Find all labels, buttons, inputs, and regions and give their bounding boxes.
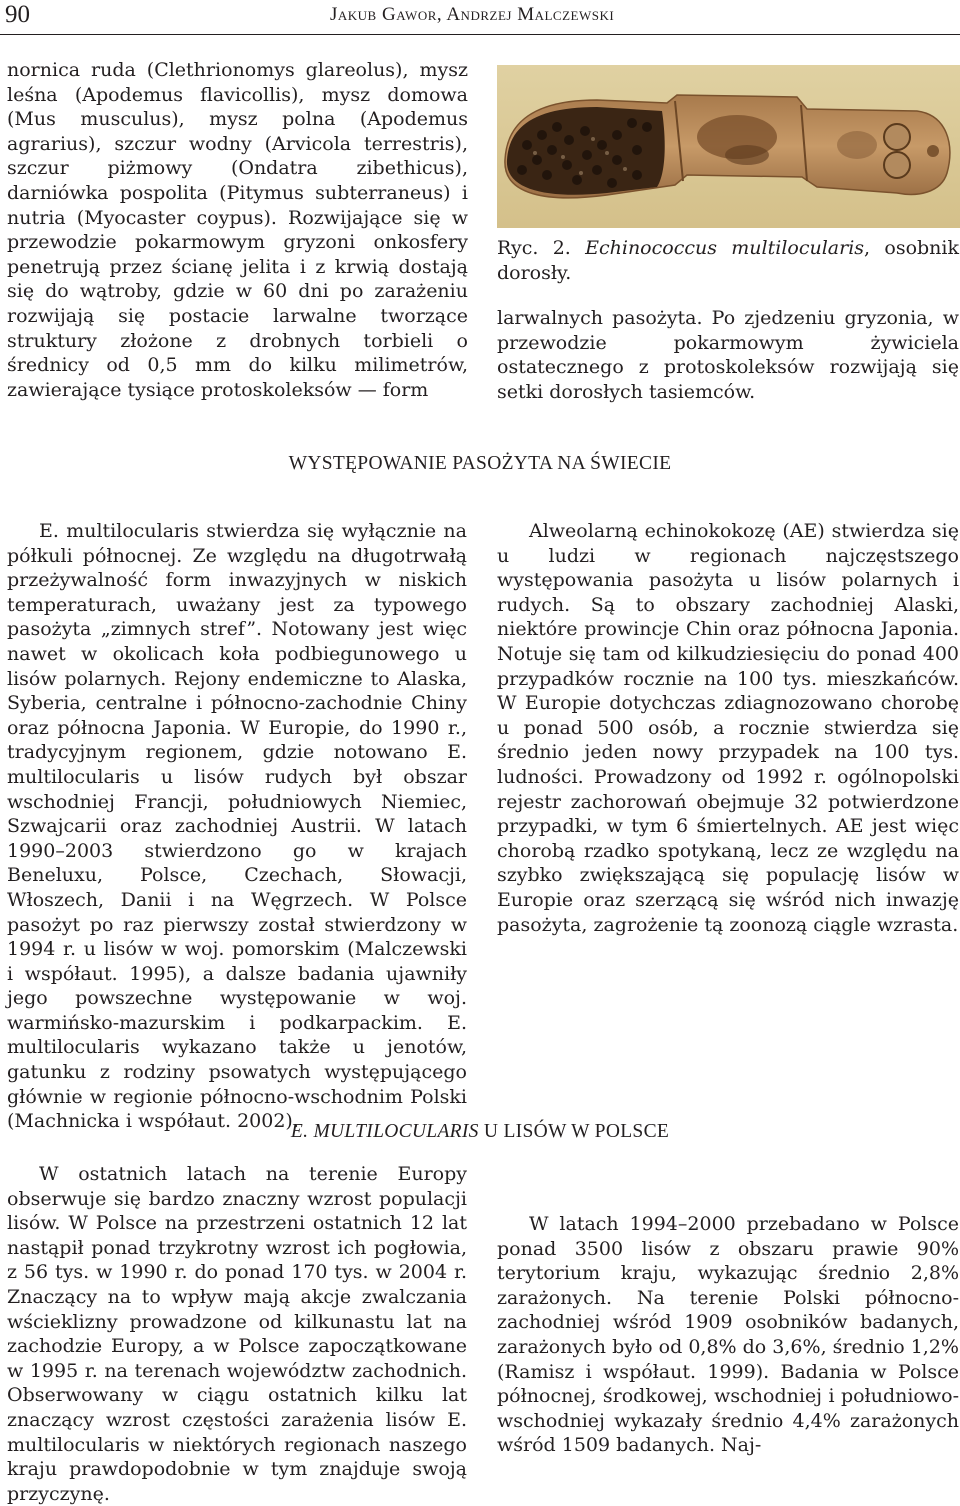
heading-rest: U LISÓW W POLSCE xyxy=(478,1121,670,1142)
section1-paragraph-1: E. multilocularis stwierdza się wyłącznie na półkuli północnej. Ze względu na długotrwałą przeżywalność form inwazyjnych w niskich temperaturach, uważany jest za typowego pasożyta „zimnych stref”. Notowany jest więc nawet w okolicach koła podbiegunowego u lisów polarnych. Rejony endemiczne to Alaska, Syberia, centralne i północno-zachodnie Chiny oraz północna Japonia. W Europie, do 1990 r., tradycyjnym regionem, gdzie notowano E. multilocularis u lisów rudych był obszar wschodniej Francji, południowych Niemiec, Szwajcarii oraz zachodniej Austrii. W latach 1990–2003 stwierdzono go w krajach Beneluxu, Polsce, Czechach, Słowacji, Włoszech, Danii i na Węgrzech. W Polsce pasożyt po raz pierwszy został stwierdzony w 1994 r. u lisów w woj. pomorskim (Malczewski i współaut. 1995), a dalsze badania ujawniły jego powszechne występowanie w woj. warmińsko-mazurskim i podkarpackim. E. multilocularis wykazano także u jenotów, gatunku z rodziny psowatych występującego głównie w regionie północno-wschodnim Polski (Machnicka i współaut. 2002). xyxy=(7,520,467,1133)
figure-tapeworm-photo xyxy=(497,65,960,228)
section2-paragraph-1: W ostatnich latach na terenie Europy obserwuje się bardzo znaczny wzrost populacji lisów. W Polsce na przestrzeni ostatnich 12 lat nastąpił ponad trzykrotny wzrost ich pogłowia, z 56 tys. w 1990 r. do ponad 170 tys. w 2004 r. Znaczący na to wpływ mają akcje zwalczania wścieklizny prowadzone od kilkunastu lat na zachodzie Europy, a w Polsce zapoczątkowane w 1995 r. na terenach województw zachodnich. Obserwowany w ciągu ostatnich kilku lat znaczący wzrost częstości zarażenia lisów E. multilocularis w niektórych regionach naszego kraju prawdopodobnie w tym znajduje swoją przyczynę. xyxy=(7,1163,467,1505)
running-title: Jakub Gawor, Andrzej Malczewski xyxy=(330,4,615,25)
intro-left-column xyxy=(7,58,468,402)
section1-right-column xyxy=(497,519,959,937)
section-heading-worldwide: WYSTĘPOWANIE PASOŻYTA NA ŚWIECIE xyxy=(288,453,672,474)
header-rule xyxy=(0,34,960,35)
figure-caption xyxy=(497,236,959,285)
intro-right-column xyxy=(497,306,959,404)
heading-species: E. MULTILOCULARIS xyxy=(290,1121,479,1142)
page-number: 90 xyxy=(5,1,30,28)
section1-paragraph-2: Alweolarną echinokokozę (AE) stwierdza się u ludzi w regionach najczęstszego występowania pasożyta u lisów polarnych i rudych. Są to obszary zachodniej Alaski, niektóre prowincje Chin oraz północna Japonia. Notuje się tam od kilkudziesięciu do ponad 400 przypadków rocznie na 100 tys. mieszkańców. W Europie dotychczas zdiagnozowano chorobę u ponad 500 osób, a rocznie stwierdza się średnio jeden nowy przypadek na 100 tys. ludności. Prowadzony od 1992 r. ogólnopolski rejestr zachorowań obejmuje 32 potwierdzone przypadki, w tym 6 śmiertelnych. AE jest więc chorobą rzadko spotykaną, lecz ze względu na szybko zwiększającą się populację lisów w Europie oraz szerzącą się wśród nich inwazję pasożyta, zagrożenie tą zoonozą ciągle wzrasta. xyxy=(497,520,959,936)
section2-left-column xyxy=(7,1162,467,1506)
section2-right-column xyxy=(497,1212,959,1458)
section2-paragraph-2: W latach 1994–2000 przebadano w Polsce ponad 3500 lisów z obszaru prawie 90% terytorium kraju, wykazując średnio 2,8% zarażonych. Na terenie Polski północno-zachodniej wśród 1909 osobników badanych, zarażonych było od 0,8% do 3,6%, średnio 1,2% (Ramisz i współaut. 1999). Badania w Polsce północnej, środkowej, wschodniej i południowo-wschodniej wykazały średnio 4,4% zarażonych wśród 1509 badanych. Naj- xyxy=(497,1213,959,1457)
intro-paragraph: nornica ruda (Clethrionomys glareolus), mysz leśna (Apodemus flavicollis), mysz domowa (Mus musculus), mysz polna (Apodemus agrarius), szczur wodny (Arvicola terrestris), szczur piżmowy (Ondatra zibethicus), darniówka pospolita (Pitymus subterraneus) i nutria (Myocaster coypus). Rozwijające się w przewodzie pokarmowym gryzoni onkosfery penetrują przez ścianę jelita i z krwią dostają się do wątroby, gdzie w 60 dni po zarażeniu rozwijają się postacie larwalne tworzące struktury złożone z drobnych torbieli o średnicy od 0,5 mm do kilku milimetrów, zawierające tysiące protoskoleksów — form xyxy=(7,59,468,401)
intro-continuation: larwalnych pasożyta. Po zjedzeniu gryzonia, w przewodzie pokarmowym żywiciela ostatecznego z protoskoleksów rozwijają się setki dorosłych tasiemców. xyxy=(497,307,959,403)
caption-rest: , osobnik dorosły. xyxy=(497,237,959,284)
tapeworm-image xyxy=(497,65,960,228)
section1-left-column xyxy=(7,519,467,1134)
running-header xyxy=(0,0,960,42)
caption-prefix: Ryc. 2. xyxy=(497,237,586,259)
section-heading-poland xyxy=(0,1120,960,1144)
caption-species: Echinococcus multilocularis xyxy=(585,237,865,259)
